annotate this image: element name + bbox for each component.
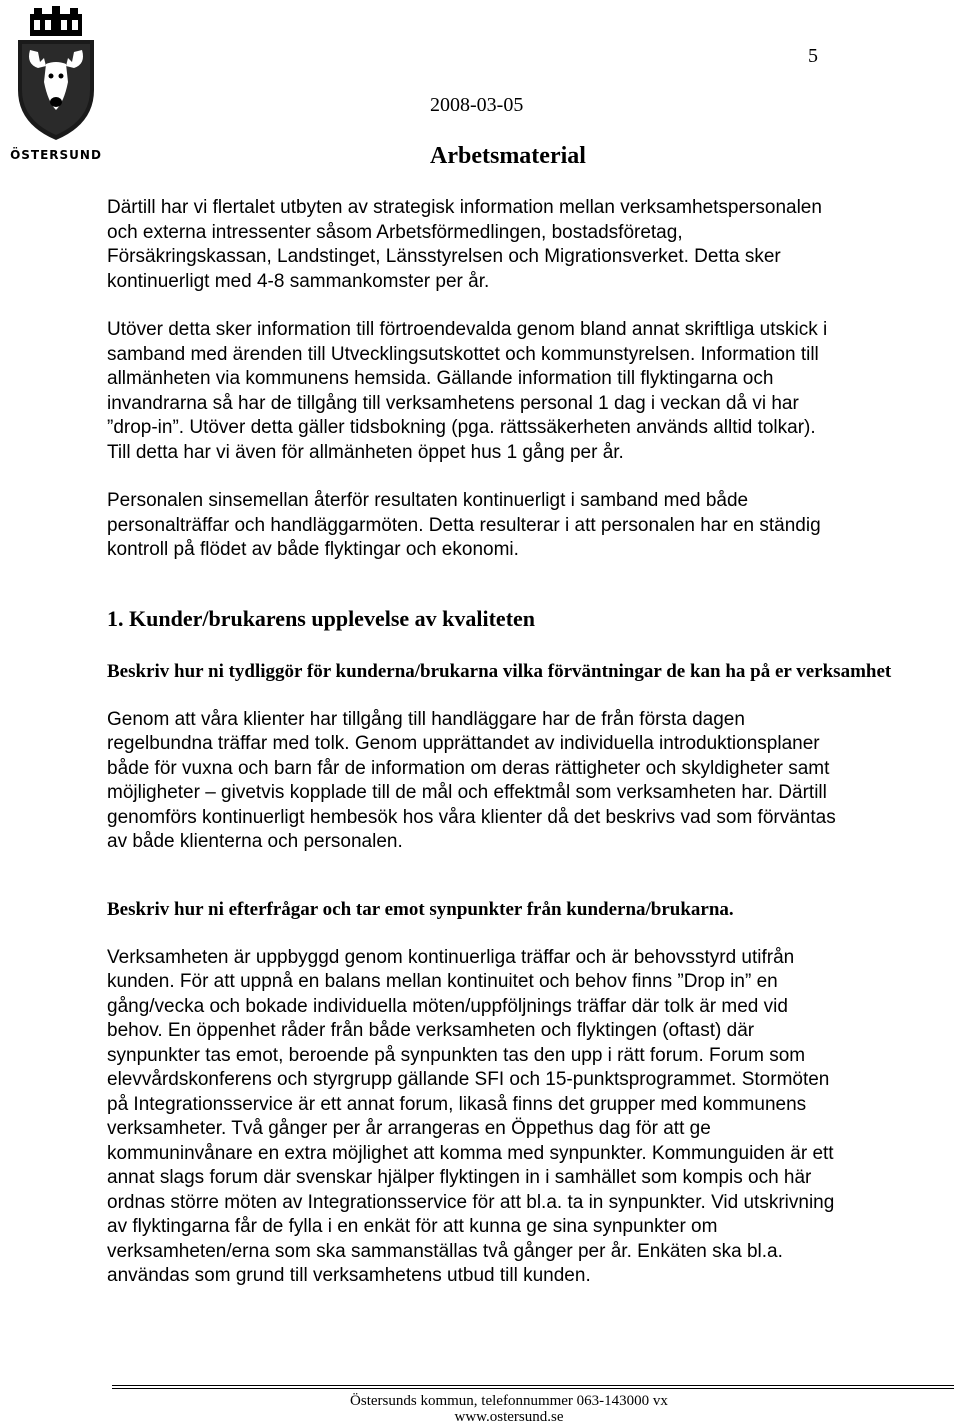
paragraph-information-politicians: Utöver detta sker information till förtroendevalda genom bland annat skriftliga utskick i samband med ärenden till Utvecklingsutskottet och kommunstyrelsen. Information till allmänheten via kommunens hemsida. Gällande information till flyktingarna och invandrarna så har de tillgång till verksamhetens personal 1 dag i veckan då vi har ”drop-in”. Utöver detta gäller tidsbokning (pga. rättssäkerheten används alltid tolkar). Till detta har vi även för allmänheten öppet hus 1 gång per år. [107,319,828,463]
document-body [107,196,927,1313]
ostersund-coat-of-arms-logo [8,6,104,166]
logo-text: ÖSTERSUND [10,148,102,162]
document-date: 2008-03-05 [430,94,524,116]
paragraph-expectations: Genom att våra klienter har tillgång till handläggare har de från första dagen regelbundna träffar med tolk. Genom upprättandet av individuella introduktionsplaner både för vuxna och barn får de information om deras rättigheter och skyldigheter samt möjligheter – givetvis kopplade till de mål och effektmål som verksamheten har. Därtill genomförs kontinuerligt hembesök hos våra klienter då det beskrivs vad som förväntas av både klienterna och personalen. [107,708,836,852]
footer-divider [112,1385,954,1386]
question-feedback: Beskriv hur ni efterfrågar och tar emot synpunkter från kunderna/brukarna. [107,898,734,920]
footer-divider-secondary [112,1388,954,1389]
paragraph-staff-feedback: Personalen sinsemellan återför resultaten kontinuerligt i samband med både personalträffar och handläggarmöten. Detta resulterar i att personalen har en ständig kontroll på flödet av både flyktingar och ekonomi. [107,490,821,560]
section-heading: 1. Kunder/brukarens upplevelse av kvaliteten [107,605,536,631]
paragraph-information-exchange: Därtill har vi flertalet utbyten av strategisk information mellan verksamhetspersonalen och externa intressenter såsom Arbetsförmedlingen, bostadsföretag, Försäkringskassan, Landstinget, Länsstyrelsen och Migrationsverket. Detta sker kontinuerligt med 4-8 sammankomster per år. [107,197,822,292]
paragraph-feedback: Verksamheten är uppbyggd genom kontinuerliga träffar och är behovsstyrd utifrån kunden. För att uppnå en balans mellan kontinuitet och behov finns ”Drop in” en gång/vecka och bokade individuella möten/uppföljnings träffar där tolk är med vid behov. En öppenhet råder från både verksamheten och flyktingen (oftast) där synpunkter tas emot, beroende på synpunkten tas den upp i rätt forum. Forum som elevvårdskonferens och styrgrupp gällande SFI och 15-punktsprogrammet. Stormöten på Integrationsservice är ett annat forum, likaså finns det grupper med kommunens verksamheter. Två gånger per år arrangeras en Öppethus dag för att ge kommuninvånare en extra möjlighet att komma med synpunkter. Kommunguiden är ett annat slags forum där svenskar hjälper flyktingen in i samhället som kompis och här ordnas större möten av Integrationsservice för att bl.a. ta in synpunkter. Vid utskrivning av flyktingarna får de fylla i en enkät för att kunna ge sina synpunkter om verksamheten/erna som ska sammanställas två gånger per år. Enkäten ska bl.a. användas som grund till verksamhetens utbud till kunden. [107,946,835,1286]
question-expectations: Beskriv hur ni tydliggör för kunderna/brukarna vilka förväntningar de kan ha på er verksamhet [107,660,892,682]
document-status: Arbetsmaterial [430,143,586,169]
footer-contact: Östersunds kommun, telefonnummer 063-143000 vx [350,1393,668,1409]
moose-shield-icon [8,6,104,146]
page-number: 5 [808,45,818,67]
footer-website-link[interactable]: www.ostersund.se [454,1409,564,1425]
